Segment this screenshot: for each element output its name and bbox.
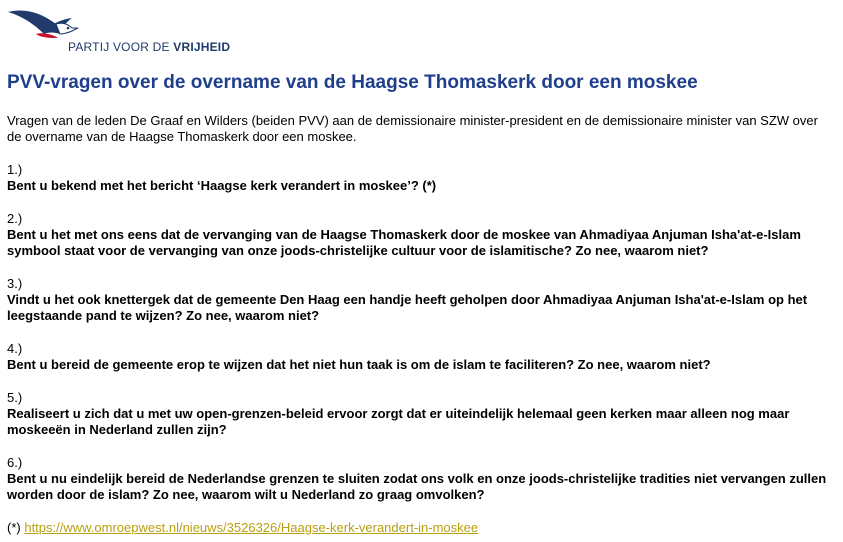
question-number: 3.) <box>7 276 23 291</box>
question-6 <box>7 455 835 503</box>
document-body <box>7 113 835 536</box>
question-text: Bent u het met ons eens dat de vervanging van de Haagse Thomaskerk door de moskee van Ahmadiyaa Anjuman Isha'at-e-Islam symbool staat voor de vervanging van onze joods-christelijke cultuur voor de islamitische? Zo nee, waarom niet? <box>7 227 801 258</box>
pvv-logo <box>6 4 266 60</box>
question-text: Vindt u het ook knettergek dat de gemeente Den Haag een handje heeft geholpen door Ahmadiyaa Anjuman Isha'at-e-Islam op het leegstaande pand te wijzen? Zo nee, waarom niet? <box>7 292 808 323</box>
question-number: 6.) <box>7 455 23 470</box>
question-5 <box>7 390 835 438</box>
question-4 <box>7 341 835 373</box>
question-text: Bent u bekend met het bericht ‘Haagse kerk verandert in moskee’? (*) <box>7 178 437 193</box>
question-3 <box>7 276 835 324</box>
question-2 <box>7 211 835 259</box>
question-number: 5.) <box>7 390 23 405</box>
question-number: 4.) <box>7 341 23 356</box>
question-text: Realiseert u zich dat u met uw open-grenzen-beleid ervoor zorgt dat er uiteindelijk helemaal geen kerken maar alleen nog maar moskeeën in Nederland zullen zijn? <box>7 406 790 437</box>
question-number: 1.) <box>7 162 23 177</box>
question-text: Bent u bereid de gemeente erop te wijzen dat het niet hun taak is om de islam te faciliteren? Zo nee, waarom niet? <box>7 357 711 372</box>
logo-wordmark <box>68 40 230 54</box>
footnote-marker: (*) <box>7 520 25 535</box>
question-1 <box>7 162 835 194</box>
intro-paragraph: Vragen van de leden De Graaf en Wilders (beiden PVV) aan de demissionaire minister-president en de demissionaire minister van SZW over de overname van de Haagse Thomaskerk door een moskee. <box>7 113 818 144</box>
question-number: 2.) <box>7 211 23 226</box>
question-text: Bent u nu eindelijk bereid de Nederlandse grenzen te sluiten zodat ons volk en onze joods-christelijke tradities niet vervangen zullen worden door de islam? Zo nee, waarom wilt u Nederland zo graag omvolken? <box>7 471 827 502</box>
page-title: PVV-vragen over de overname van de Haagse Thomaskerk door een moskee <box>7 72 698 93</box>
footnote <box>7 520 835 536</box>
logo-text-bold: VRIJHEID <box>173 40 231 54</box>
source-link[interactable]: https://www.omroepwest.nl/nieuws/3526326/Haagse-kerk-verandert-in-moskee <box>24 520 479 535</box>
logo-text-regular: PARTIJ VOOR DE <box>68 40 174 54</box>
